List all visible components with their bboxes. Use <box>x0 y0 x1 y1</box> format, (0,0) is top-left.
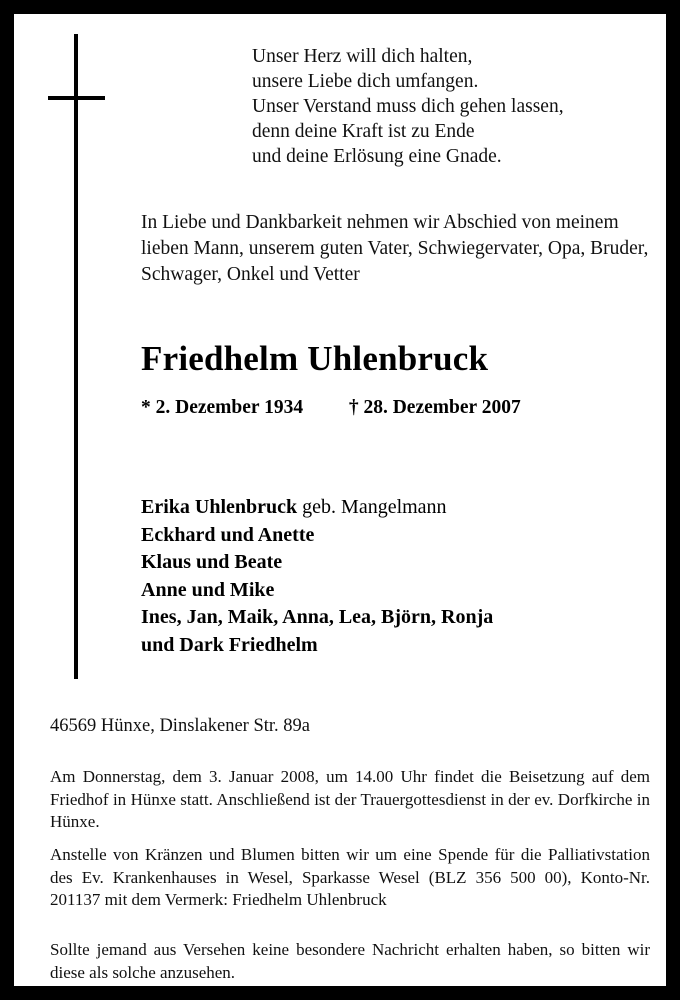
family-widow-name: Erika Uhlenbruck <box>141 496 298 518</box>
family-line: und Dark Friedhelm <box>141 633 318 656</box>
birth-date: 2. Dezember 1934 <box>155 397 304 418</box>
cross-horizontal-icon <box>48 96 105 100</box>
family-widow-maiden: geb. Mangelmann <box>302 496 447 518</box>
funeral-paragraph: Am Donnerstag, dem 3. Januar 2008, um 14.00 Uhr findet die Beisetzung auf dem Friedhof in Hünxe statt. Anschließend ist der Trauergottesdienst in der ev. Dorfkirche in Hünxe. <box>50 767 650 831</box>
obituary-card <box>14 14 666 986</box>
verse-line-5: und deine Erlösung eine Gnade. <box>252 146 502 167</box>
verse-line-4: denn deine Kraft ist zu Ende <box>252 121 475 142</box>
cross-vertical-icon <box>74 34 78 679</box>
closing-paragraph: Sollte jemand aus Versehen keine besondere Nachricht erhalten haben, so bitten wir diese als solche anzusehen. <box>50 940 650 982</box>
life-dates <box>141 397 521 419</box>
verse-line-3: Unser Verstand muss dich gehen lassen, <box>252 96 564 117</box>
family-line: Klaus und Beate <box>141 551 283 573</box>
family-list <box>141 494 493 659</box>
family-widow-line <box>141 494 493 522</box>
death-date: 28. Dezember 2007 <box>363 397 521 418</box>
birth-symbol-icon: * <box>141 397 151 418</box>
deceased-name: Friedhelm Uhlenbruck <box>141 339 489 378</box>
intro-text: In Liebe und Dankbarkeit nehmen wir Abschied von meinem lieben Mann, unserem guten Vater, Schwiegervater, Opa, Bruder, Schwager, Onkel und Vetter <box>141 212 649 285</box>
verse-block <box>252 44 564 169</box>
family-line: Anne und Mike <box>141 578 275 601</box>
death-symbol-icon: † <box>348 397 359 418</box>
verse-line-1: Unser Herz will dich halten, <box>252 46 473 67</box>
address-line: 46569 Hünxe, Dinslakener Str. 89a <box>50 716 310 736</box>
donation-paragraph: Anstelle von Kränzen und Blumen bitten wir um eine Spende für die Palliativstation des Ev. Krankenhauses in Wesel, Sparkasse Wesel (BLZ 356 500 00), Konto-Nr. 201137 mit dem Vermerk: Friedhelm Uhlenbruck <box>50 845 650 909</box>
family-line: Eckhard und Anette <box>141 523 315 546</box>
verse-line-2: unsere Liebe dich umfangen. <box>252 71 479 92</box>
family-line: Ines, Jan, Maik, Anna, Lea, Björn, Ronja <box>141 606 494 628</box>
